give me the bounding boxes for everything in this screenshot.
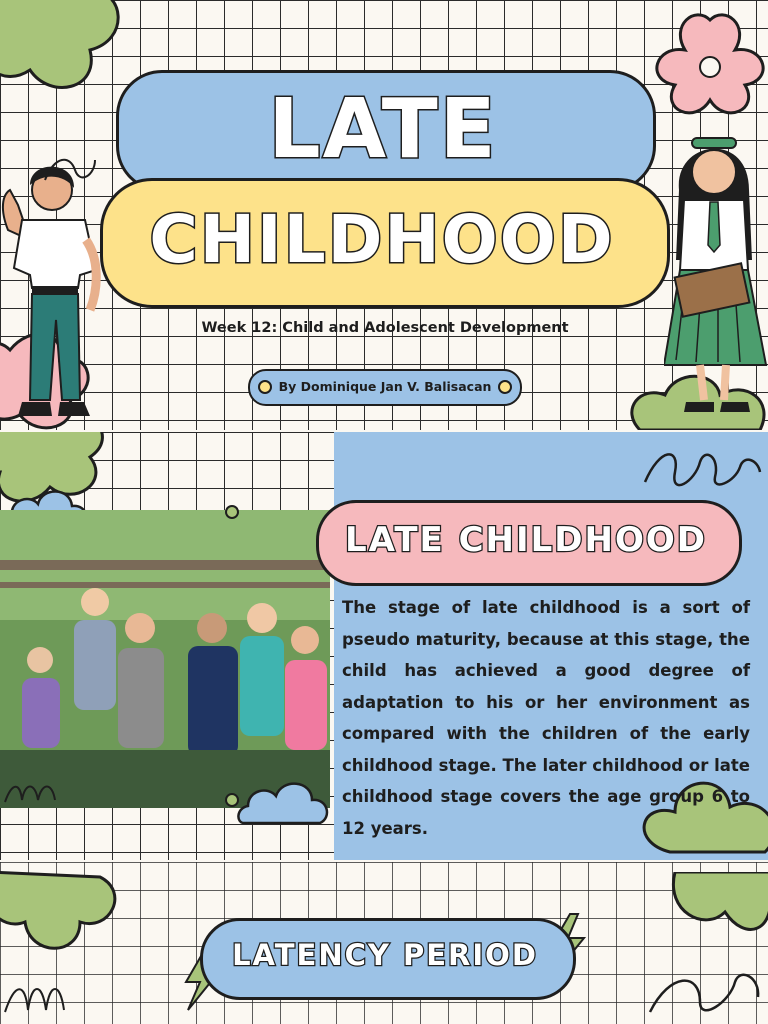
circle-icon — [222, 790, 242, 810]
body-paragraph: The stage of late childhood is a sort of pseudo maturity, because at this stage, the child has achieved a good degree of adaptation to his or her environment as compared with the children of the early childhood stage. The later childhood or late childhood stage covers the age group 6 to 12 years. — [342, 598, 750, 838]
boy-illustration — [0, 150, 110, 430]
flower-icon — [0, 862, 140, 962]
flower-icon — [640, 10, 768, 130]
subtitle: Week 12: Child and Adolescent Development — [201, 320, 569, 336]
author-name: By Dominique Jan V. Balisacan — [278, 379, 492, 394]
content-slide — [0, 432, 768, 860]
title-line-2: CHILDHOOD — [149, 201, 615, 278]
latency-slide — [0, 862, 768, 1024]
scribble-icon — [0, 972, 150, 1022]
flower-icon — [655, 872, 768, 962]
circle-icon — [222, 502, 242, 522]
cloud-icon — [236, 768, 336, 828]
title-line-1: LATE — [268, 82, 498, 177]
scribble-icon — [40, 150, 100, 190]
dot-icon — [498, 380, 512, 394]
scribble-icon — [0, 772, 80, 812]
section-heading: LATE CHILDHOOD — [344, 520, 708, 560]
children-photo — [0, 510, 330, 808]
author-bar — [248, 369, 522, 406]
dot-icon — [258, 380, 272, 394]
latency-heading: LATENCY PERIOD — [232, 938, 538, 972]
scribble-icon — [640, 442, 768, 502]
title-slide — [0, 0, 768, 430]
scribble-icon — [640, 962, 768, 1024]
girl-illustration — [664, 130, 768, 430]
